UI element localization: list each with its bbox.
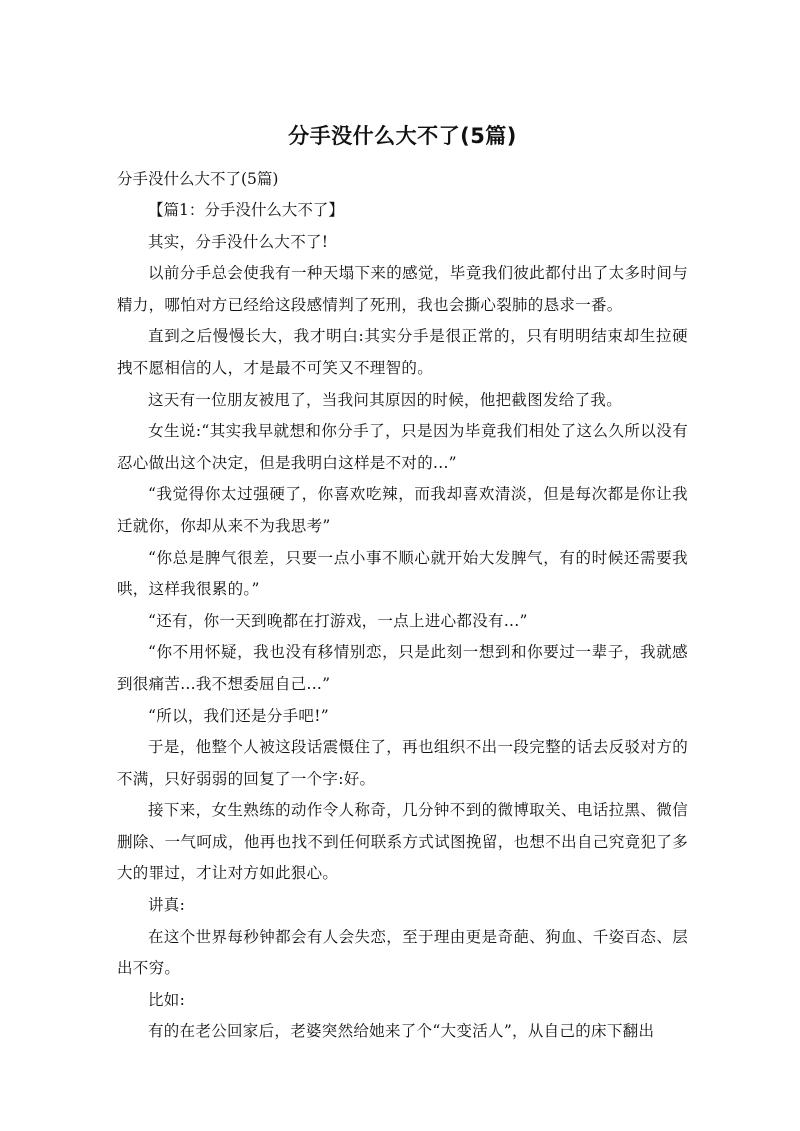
document-title: 分手没什么大不了(5篇) <box>288 124 517 148</box>
paragraph: 接下来，女生熟练的动作令人称奇，几分钟不到的微博取关、电话拉黑、微信删除、一气呵成，他再也找不到任何联系方式试图挽留，也想不出自己究竟犯了多大的罪过，才让对方如此狠心。 <box>117 801 688 883</box>
paragraph: 其实，分手没什么大不了! <box>148 232 329 251</box>
paragraph: “你总是脾气很差，只要一点小事不顺心就开始大发脾气，有的时候还需要我哄，这样我很累的。” <box>117 548 688 599</box>
paragraph: 以前分手总会使我有一种天塌下来的感觉，毕竟我们彼此都付出了太多时间与精力，哪怕对方已经给这段感情判了死刑，我也会撕心裂肺的恳求一番。 <box>117 264 688 314</box>
paragraph: 直到之后慢慢长大，我才明白:其实分手是很正常的，只有明明结束却生拉硬拽不愿相信的人，才是最不可笑又不理智的。 <box>117 327 688 377</box>
paragraph: 比如: <box>148 990 186 1009</box>
paragraph: 有的在老公回家后，老婆突然给她来了个“大变活人”，从自己的床下翻出 <box>148 1022 655 1041</box>
paragraph: “所以，我们还是分手吧!” <box>148 706 329 725</box>
paragraph: “还有，你一天到晚都在打游戏，一点上进心都没有...” <box>148 611 528 630</box>
document-subtitle: 分手没什么大不了(5篇) <box>117 170 279 188</box>
paragraph: “你不用怀疑，我也没有移情别恋，只是此刻一想到和你要过一辈子，我就感到很痛苦...我不想委屈自己...” <box>117 643 688 693</box>
paragraph: 于是，他整个人被这段话震慑住了，再也组织不出一段完整的话去反驳对方的不满，只好弱弱的回复了一个字:好。 <box>117 738 688 788</box>
document-body <box>117 227 688 1048</box>
paragraph: 女生说:“其实我早就想和你分手了，只是因为毕竟我们相处了这么久所以没有忍心做出这个决定，但是我明白这样是不对的...” <box>117 422 688 472</box>
section-heading: 【篇1：分手没什么大不了】 <box>148 201 344 219</box>
paragraph: 讲真: <box>148 896 186 915</box>
paragraph: “我觉得你太过强硬了，你喜欢吃辣，而我却喜欢清淡，但是每次都是你让我迁就你，你却从来不为我思考” <box>117 485 688 535</box>
paragraph: 在这个世界每秒钟都会有人会失恋，至于理由更是奇葩、狗血、千姿百态、层出不穷。 <box>117 927 688 978</box>
paragraph: 这天有一位朋友被甩了，当我问其原因的时候，他把截图发给了我。 <box>148 390 623 409</box>
